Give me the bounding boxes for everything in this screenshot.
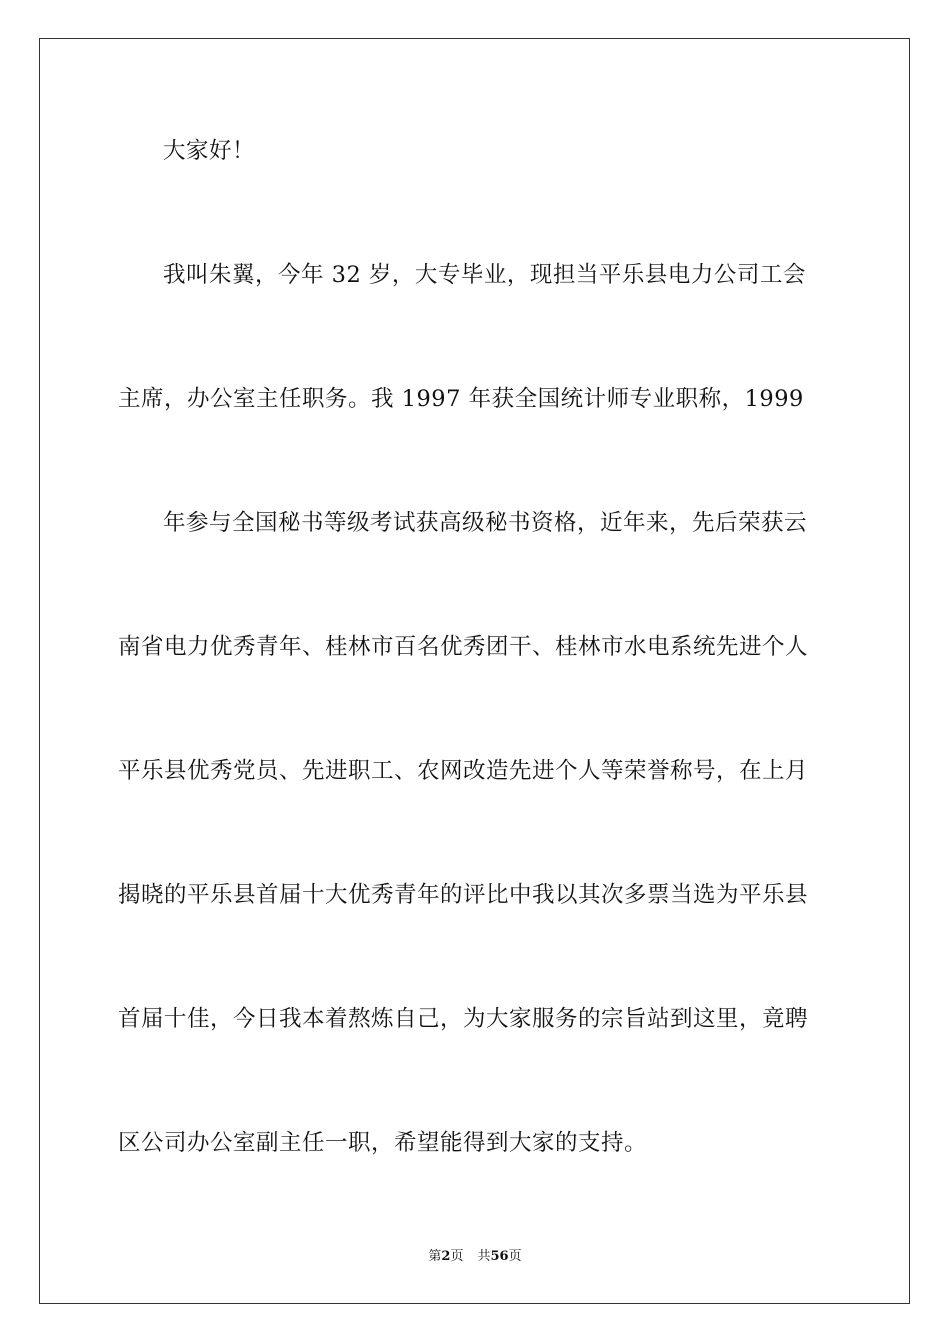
page-footer [0,1248,950,1266]
page-border [39,38,910,1304]
page-suffix: 页 [450,1249,464,1264]
paragraph-line: 区公司办公室副主任一职，希望能得到大家的支持。 [118,1130,648,1156]
paragraph-line: 年参与全国秘书等级考试获高级秘书资格，近年来，先后荣获云 [163,510,808,536]
total-suffix: 页 [508,1249,522,1264]
paragraph-line: 南省电力优秀青年、桂林市百名优秀团干、桂林市水电系统先进个人 [118,634,809,660]
total-prefix: 共 [477,1249,491,1264]
greeting-line: 大家好！ [163,138,256,164]
page-prefix: 第 [428,1249,442,1264]
paragraph-line: 主席，办公室主任职务。我 1997 年获全国统计师专业职称，1999 [118,386,804,412]
total-pages: 56 [490,1249,509,1264]
paragraph-line: 我叫朱翼，今年 32 岁，大专毕业，现担当平乐县电力公司工会 [163,262,806,288]
paragraph-line: 平乐县优秀党员、先进职工、农网改造先进个人等荣誉称号，在上月 [118,758,809,784]
paragraph-line: 首届十佳，今日我本着熬炼自己，为大家服务的宗旨站到这里，竟聘 [118,1006,809,1032]
page-number: 2 [441,1249,451,1264]
paragraph-line: 揭晓的平乐县首届十大优秀青年的评比中我以其次多票当选为平乐县 [118,882,809,908]
